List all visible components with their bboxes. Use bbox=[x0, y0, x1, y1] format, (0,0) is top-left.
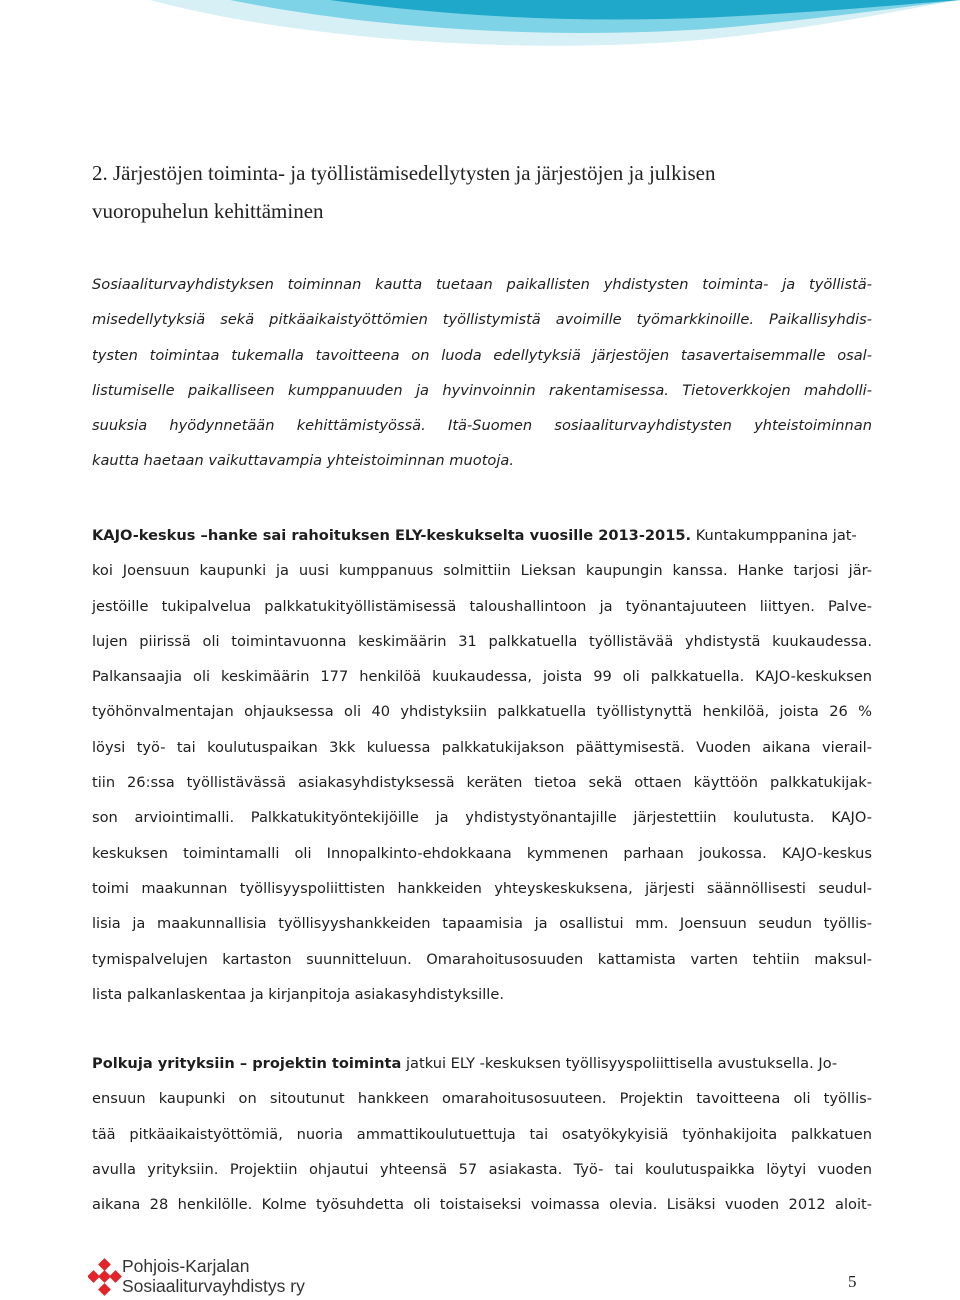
logo-line-1: Pohjois-Karjalan bbox=[122, 1256, 250, 1276]
text-line: ensuun kaupunki on sitoutunut hankkeen omarahoitusosuuteen. Projektin tavoitteena oli työllis- bbox=[92, 1090, 872, 1108]
text-line: tymispalvelujen kartaston suunnitteluun. Omarahoitusosuuden kattamista varten tehtiin maksul- bbox=[92, 950, 872, 968]
text-line: tysten toimintaa tukemalla tavoitteena on luoda edellytyksiä järjestöjen tasavertaisemmalle osal- bbox=[92, 346, 872, 364]
text-line: lista palkanlaskentaa ja kirjanpitoja asiakasyhdistyksille. bbox=[92, 985, 504, 1003]
text-line: keskuksen toimintamalli oli Innopalkinto-ehdokkaana kymmenen parhaan joukossa. KAJO-keskus bbox=[92, 844, 872, 862]
text-line: koi Joensuun kaupunki ja uusi kumppanuus solmittiin Lieksan kaupungin kanssa. Hanke tarjosi jär- bbox=[92, 562, 872, 580]
section-heading bbox=[92, 154, 882, 230]
text-line bbox=[92, 1046, 872, 1081]
polkuja-paragraph bbox=[92, 1046, 872, 1222]
cross-logo-icon bbox=[88, 1258, 122, 1298]
kajo-lead-bold: KAJO-keskus –hanke sai rahoituksen ELY-keskukselta vuosille 2013-2015. bbox=[92, 527, 692, 544]
text-line: lujen piirissä oli toimintavuonna keskimäärin 31 palkkatuella työllistävää yhdistystä kuukaudessa. bbox=[92, 632, 872, 650]
text-line: jestöille tukipalvelua palkkatukityöllistämisessä taloushallintoon ja työnantajuuteen liittyen. Palve- bbox=[92, 597, 872, 615]
heading-line-2: vuoropuhelun kehittäminen bbox=[92, 199, 324, 223]
organization-logo bbox=[88, 1256, 388, 1300]
polkuja-lead-rest: jatkui ELY -keskuksen työllisyyspoliittisella avustuksella. Jo- bbox=[401, 1055, 838, 1072]
intro-paragraph bbox=[92, 267, 872, 479]
logo-text bbox=[122, 1256, 305, 1296]
text-line: suuksia hyödynnetään kehittämistyössä. Itä-Suomen sosiaaliturvayhdistysten yhteistoiminnan bbox=[92, 417, 872, 435]
text-line: kautta haetaan vaikuttavampia yhteistoiminnan muotoja. bbox=[92, 452, 514, 470]
text-line: aikana 28 henkilölle. Kolme työsuhdetta oli toistaiseksi voimassa olevia. Lisäksi vuoden 2012 aloit- bbox=[92, 1196, 872, 1214]
text-line: löysi työ- tai koulutuspaikan 3kk kuluessa palkkatukijakson päättymisestä. Vuoden aikana vierail- bbox=[92, 738, 872, 756]
heading-line-1: 2. Järjestöjen toiminta- ja työllistämisedellytysten ja järjestöjen ja julkisen bbox=[92, 161, 716, 185]
polkuja-lead-bold: Polkuja yrityksiin – projektin toiminta bbox=[92, 1055, 402, 1072]
text-line: työhönvalmentajan ohjauksessa oli 40 yhdistyksiin palkkatuella työllistynyttä henkilöä, joista 26 % bbox=[92, 703, 872, 721]
text-line: lisia ja maakunnallisia työllisyyshankkeiden tapaamisia ja osallistui mm. Joensuun seudun työllis- bbox=[92, 915, 872, 933]
text-line: toimi maakunnan työllisyyspoliittisten hankkeiden yhteyskeskuksena, järjesti säännöllisesti seudul- bbox=[92, 879, 872, 897]
page-number: 5 bbox=[848, 1272, 857, 1291]
text-line: tiin 26:ssa työllistävässä asiakasyhdistyksessä keräten tietoa sekä ottaen käyttöön palkkatukijak- bbox=[92, 774, 872, 792]
text-line: tää pitkäaikaistyöttömiä, nuoria ammattikoulutuettuja tai osatyökykyisiä työnhakijoita palkkatuen bbox=[92, 1125, 872, 1143]
text-line: listumiselle paikalliseen kumppanuuden ja hyvinvoinnin rakentamisessa. Tietoverkkojen mahdolli- bbox=[92, 381, 872, 399]
text-line: son arviointimalli. Palkkatukityöntekijöille ja yhdistystyönantajille järjestettiin koulutusta. KAJO- bbox=[92, 809, 872, 827]
text-line: avulla yrityksiin. Projektiin ohjautui yhteensä 57 asiakasta. Työ- tai koulutuspaikka löytyi vuoden bbox=[92, 1160, 872, 1178]
text-line: Palkansaajia oli keskimäärin 177 henkilöä kuukaudessa, joista 99 oli palkkatuella. KAJO-keskuksen bbox=[92, 668, 872, 686]
text-line: Sosiaaliturvayhdistyksen toiminnan kautta tuetaan paikallisten yhdistysten toiminta- ja työllistä- bbox=[92, 276, 872, 293]
logo-line-2: Sosiaaliturvayhdistys ry bbox=[122, 1276, 305, 1296]
header-wave-decoration bbox=[0, 0, 960, 110]
kajo-lead-rest: Kuntakumppanina jat- bbox=[691, 527, 857, 544]
kajo-paragraph bbox=[92, 518, 872, 1012]
text-line bbox=[92, 518, 872, 553]
text-line: misedellytyksiä sekä pitkäaikaistyöttömien työllistymistä avoimille työmarkkinoille. Paikallisyhdis- bbox=[92, 311, 872, 329]
